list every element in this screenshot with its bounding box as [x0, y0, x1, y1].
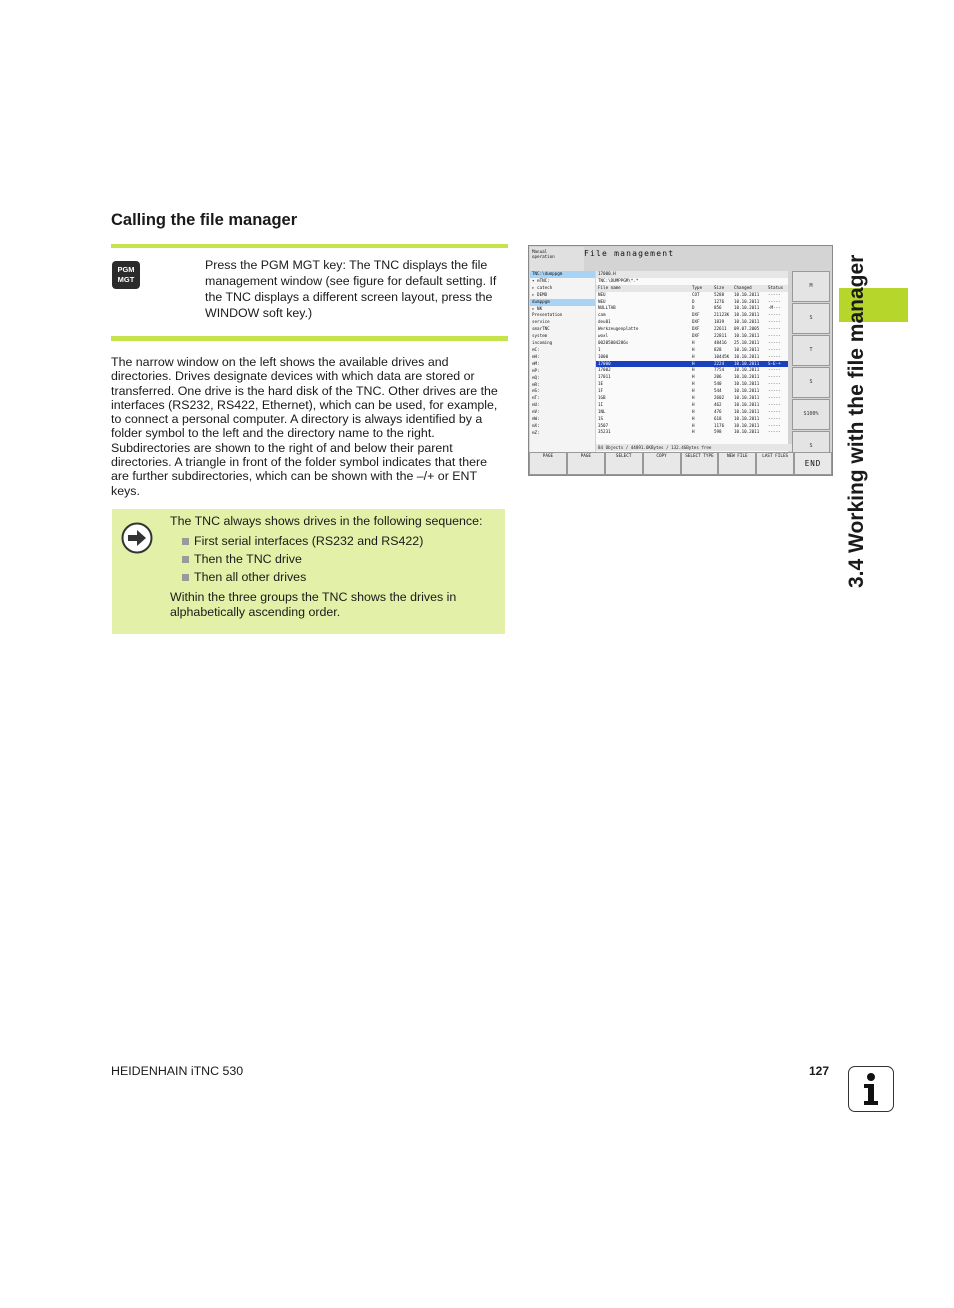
table-cell: 2224 [714, 360, 725, 366]
table-cell: ----- [768, 422, 781, 428]
table-row[interactable] [596, 299, 788, 306]
table-cell: cam [598, 312, 606, 318]
table-cell: 1176 [714, 422, 725, 428]
table-cell: 10.10.2011 [734, 381, 760, 387]
column-header[interactable]: Status [768, 284, 784, 290]
tree-item[interactable]: ⊟Q: [532, 374, 540, 380]
table-cell: 598 [714, 429, 722, 435]
table-cell: ----- [768, 326, 781, 332]
tree-item[interactable]: ⊟R: [532, 381, 540, 387]
tree-item[interactable]: ⊟X: [532, 422, 540, 428]
table-cell: H [692, 415, 695, 421]
mode-line: operation [532, 254, 555, 259]
table-cell: 5288 [714, 291, 725, 297]
table-cell: 21123K [714, 312, 730, 318]
table-row[interactable] [596, 416, 788, 423]
table-cell: ----- [768, 429, 781, 435]
footer-product: HEIDENHAIN iTNC 530 [111, 1064, 244, 1078]
tree-item[interactable]: ⊟V: [532, 409, 540, 415]
softkey[interactable]: NEW FILE [718, 452, 756, 475]
column-header[interactable]: File name [598, 284, 621, 290]
page-number: 127 [809, 1064, 830, 1078]
vertical-title-text: 3.4 Working with the file manager [845, 254, 868, 588]
table-row[interactable] [596, 402, 788, 409]
file-manager-screenshot [528, 245, 833, 476]
table-row[interactable] [596, 374, 788, 381]
table-cell: DXF [692, 319, 700, 325]
table-cell: ----- [768, 388, 781, 394]
table-cell: 2602 [714, 395, 725, 401]
table-cell: 618 [714, 415, 722, 421]
tree-item[interactable]: ⊟U: [532, 402, 540, 408]
table-cell: D [692, 305, 695, 311]
table-cell: Werkzeugenplatte [598, 326, 639, 332]
list-header [596, 285, 788, 292]
table-cell: H [692, 367, 695, 373]
side-softkey[interactable]: S [792, 431, 830, 462]
tree-item[interactable]: ▸ DEMO [532, 291, 548, 297]
table-cell: 10.10.2011 [734, 374, 760, 380]
table-cell: 48416 [714, 339, 727, 345]
table-cell: 544 [714, 388, 722, 394]
tree-item[interactable]: ⊟H: [532, 353, 540, 359]
table-cell: H [692, 353, 695, 359]
table-cell: deu01 [598, 319, 611, 325]
table-row[interactable] [596, 381, 788, 388]
table-cell: 10.10.2011 [734, 312, 760, 318]
table-cell: COT [692, 291, 700, 297]
table-cell: ----- [768, 339, 781, 345]
table-cell: 10.10.2011 [734, 319, 760, 325]
table-cell: 3507 [598, 422, 609, 428]
table-cell: 10.10.2011 [734, 429, 760, 435]
note-list [182, 534, 500, 585]
column-header[interactable]: Size [714, 284, 725, 290]
column-header[interactable]: Type [692, 284, 703, 290]
tree-item[interactable]: ⊟Z: [532, 429, 540, 435]
table-cell: H [692, 408, 695, 414]
table-cell: ----- [768, 401, 781, 407]
table-cell: H [692, 395, 695, 401]
path-display [596, 271, 788, 278]
table-cell: 35231 [598, 429, 611, 435]
table-cell: ----- [768, 353, 781, 359]
table-cell: 10.10.2011 [734, 298, 760, 304]
table-row[interactable] [596, 347, 788, 354]
table-cell: 1839 [714, 319, 725, 325]
arrow-right-icon [120, 521, 154, 555]
table-cell: 10.10.2011 [734, 346, 760, 352]
table-cell: ----- [768, 291, 781, 297]
table-cell: DXF [692, 333, 700, 339]
table-cell: 10.10.2011 [734, 353, 760, 359]
side-softkey[interactable]: S [792, 367, 830, 398]
table-cell: ----- [768, 346, 781, 352]
table-cell: H [692, 401, 695, 407]
table-cell: NEU [598, 291, 606, 297]
table-cell: 10.10.2011 [734, 401, 760, 407]
section-heading: Calling the file manager [111, 211, 298, 229]
info-icon [848, 1066, 894, 1112]
table-cell: ----- [768, 395, 781, 401]
table-cell: NULLTAB [598, 305, 616, 311]
table-cell: 540 [714, 381, 722, 387]
directory-tree [530, 271, 595, 452]
vertical-chapter-title [843, 208, 873, 588]
table-row[interactable] [596, 367, 788, 374]
table-row[interactable] [596, 423, 788, 430]
file-list [596, 271, 788, 452]
table-cell: H [692, 346, 695, 352]
tree-item[interactable]: ▸ NK [532, 305, 543, 311]
table-cell: 22811 [714, 333, 727, 339]
table-cell: H [692, 339, 695, 345]
table-cell: 1GB [598, 395, 606, 401]
tree-item[interactable]: ⊟S: [532, 388, 540, 394]
table-cell: 10.10.2011 [734, 422, 760, 428]
pgm-mgt-key [112, 261, 140, 289]
table-row[interactable] [596, 305, 788, 312]
table-cell: 10.10.2011 [734, 415, 760, 421]
table-cell: 10.10.2011 [734, 333, 760, 339]
table-cell: ----- [768, 408, 781, 414]
table-cell: 22611 [714, 326, 727, 332]
table-cell: 206 [714, 374, 722, 380]
table-cell: H [692, 422, 695, 428]
softkey[interactable]: SELECT TYPE [681, 452, 719, 475]
table-cell: 10445K [714, 353, 730, 359]
table-cell: ----- [768, 319, 781, 325]
table-cell: 17002 [598, 367, 611, 373]
table-cell: ----- [768, 415, 781, 421]
table-cell: DXF [692, 326, 700, 332]
side-softkeys [792, 271, 830, 451]
table-cell: 1NL [598, 408, 606, 414]
column-header[interactable]: Changed [734, 284, 752, 290]
tree-item[interactable]: ⊟P: [532, 367, 540, 373]
table-row[interactable] [596, 292, 788, 299]
tree-item[interactable]: dumppgm [530, 299, 595, 306]
table-cell: ----- [768, 381, 781, 387]
table-cell: 1F [598, 388, 604, 394]
table-cell: DXF [692, 312, 700, 318]
list-item: Then all other drives [182, 570, 500, 585]
side-softkey[interactable]: S100% [792, 399, 830, 430]
table-cell: 10.10.2011 [734, 388, 760, 394]
table-cell: ----- [768, 312, 781, 318]
filter-display [596, 278, 788, 285]
table-cell: 476 [714, 408, 722, 414]
tree-item[interactable]: system [532, 333, 548, 339]
table-cell: 828 [714, 346, 722, 352]
table-cell: 1E [598, 381, 604, 387]
tree-item[interactable]: incoming [532, 340, 553, 346]
table-cell: D [692, 298, 695, 304]
table-cell: 17011 [598, 374, 611, 380]
softkey[interactable]: COPY [643, 452, 681, 475]
table-row[interactable] [596, 319, 788, 326]
table-cell: H [692, 381, 695, 387]
table-cell: 10.10.2011 [734, 395, 760, 401]
tree-item[interactable]: service [532, 319, 550, 325]
softkey[interactable]: SELECT [605, 452, 643, 475]
table-cell: S-E-+ [768, 360, 781, 366]
softkey[interactable]: END [794, 452, 832, 475]
list-item: Then the TNC drive [182, 552, 500, 567]
table-row[interactable] [596, 312, 788, 319]
table-cell: H [692, 429, 695, 435]
table-cell: 1I [598, 401, 604, 407]
table-cell: 10.10.2011 [734, 305, 760, 311]
table-row[interactable] [596, 333, 788, 340]
table-cell: 1000 [598, 353, 609, 359]
table-cell: NEU [598, 298, 606, 304]
softkey[interactable]: PAGE [567, 452, 605, 475]
table-row[interactable] [596, 340, 788, 347]
table-cell: 1276 [714, 298, 725, 304]
tree-item[interactable]: smarTNC [532, 326, 550, 332]
table-row[interactable] [596, 388, 788, 395]
table-cell: 10.10.2011 [734, 291, 760, 297]
tree-item[interactable]: Presentation [532, 312, 563, 318]
table-cell: 7754 [714, 367, 725, 373]
mode-line: Manual [532, 249, 548, 254]
table-cell: ----- [768, 298, 781, 304]
table-row[interactable] [596, 354, 788, 361]
note-outro: Within the three groups the TNC shows the drives in alphabetically ascending order. [170, 590, 457, 619]
table-cell: 00205004206s [598, 339, 629, 345]
divider-bottom [111, 336, 508, 341]
path-filter: TNC:\DUMPPGM\*.* [598, 277, 639, 283]
table-cell: ----- [768, 374, 781, 380]
tree-item[interactable]: ⊟T: [532, 395, 540, 401]
body-paragraph: The narrow window on the left shows the available drives and directories. Drives designate devices with which data are stored or transferred. One drive is the hard disk of the TNC. Other drives are the interfaces (RS232, RS422, Ethernet), which can be used, for example, to connect a personal computer. A directory is always identified by a folder symbol to the left and the directory name to the right. Subdirectories are shown to the right of and below their parent directories. A triangle in front of the folder symbol indicates that there are further subdirectories, which can be shown with the –/+ or ENT keys. [111, 355, 498, 498]
divider-top [111, 244, 508, 248]
table-cell: 25.10.2011 [734, 339, 760, 345]
table-row[interactable] [596, 409, 788, 416]
table-cell: woxl [598, 333, 609, 339]
status-line: 84 Objects / 44891.6KBytes / 132.4GBytes free [596, 444, 794, 451]
table-cell: 10.10.2011 [734, 408, 760, 414]
table-cell: 10.10.2011 [734, 367, 760, 373]
table-cell: 856 [714, 305, 722, 311]
table-cell: ----- [768, 333, 781, 339]
table-cell: 09.07.2005 [734, 326, 760, 332]
table-cell: -M--- [768, 305, 781, 311]
tree-item[interactable]: ⊟M: [532, 360, 540, 366]
table-row[interactable] [596, 429, 788, 436]
table-row[interactable] [596, 361, 788, 368]
side-softkey[interactable]: M [792, 271, 830, 302]
table-cell: ----- [768, 367, 781, 373]
table-cell: 1 [598, 346, 601, 352]
note-box [112, 509, 505, 634]
note-intro: The TNC always shows drives in the following sequence: [170, 514, 483, 528]
tree-item[interactable]: ⊟C: [532, 346, 540, 352]
tree-path: TNC:\dumppgm [530, 271, 595, 278]
mode-display [530, 247, 584, 273]
softkey[interactable]: PAGE [529, 452, 567, 475]
table-cell: 462 [714, 401, 722, 407]
softkey-bar [529, 452, 832, 475]
screen-title: File management [584, 249, 675, 258]
tree-item[interactable]: ▸ catech [532, 284, 553, 290]
key-label-line2: MGT [117, 275, 135, 284]
table-cell: H [692, 360, 695, 366]
tree-item[interactable]: ▾ ⊟TNC: [532, 277, 550, 283]
key-label-line1: PGM [117, 265, 135, 274]
softkey[interactable]: LAST FILES [756, 452, 794, 475]
table-cell: 17000 [598, 360, 611, 366]
table-row[interactable] [596, 326, 788, 333]
tree-item[interactable]: ⊟W: [532, 416, 540, 422]
side-softkey[interactable]: T [792, 335, 830, 366]
table-cell: H [692, 374, 695, 380]
table-cell: 10.10.2011 [734, 360, 760, 366]
side-softkey[interactable]: S [792, 303, 830, 334]
path-file: 17000.H [598, 271, 616, 276]
list-item: First serial interfaces (RS232 and RS422) [182, 534, 500, 549]
table-row[interactable] [596, 395, 788, 402]
table-cell: 1S [598, 415, 604, 421]
table-cell: H [692, 388, 695, 394]
key-instruction-text: Press the PGM MGT key: The TNC displays the file management window (see figure for default setting. If the TNC displays a different screen layout, press the WINDOW soft key.) [205, 258, 497, 320]
